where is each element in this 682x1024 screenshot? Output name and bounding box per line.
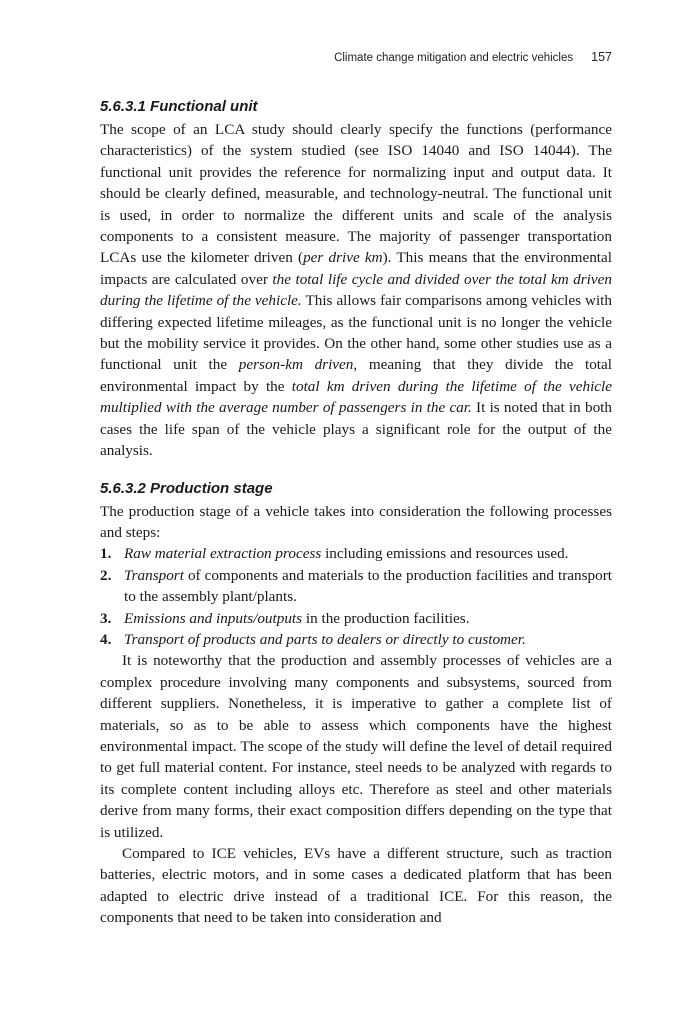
paragraph-production-complexity: It is noteworthy that the production and assembly processes of vehicles are a complex procedure involving many components and subsystems, sourced from different suppliers. Nonetheless, it is imperative to gather a complete list of materials, so as to be able to assess which components have the highest environmental impact. The scope of the study will define the level of detail required to get full material content. For instance, steel needs to be analyzed with regards to its complete content including alloys etc. Therefore as steel and other materials derive from many forms, their exact composition differs depending on the type that is utilized. [100, 652, 612, 841]
list-item: 3. Emissions and inputs/outputs in the production facilities. [100, 609, 470, 627]
page-body [100, 96, 612, 929]
list-item: 1. Raw material extraction process including emissions and resources used. [100, 545, 569, 563]
running-title: Climate change mitigation and electric vehicles [334, 52, 574, 64]
paragraph-ev-comparison: Compared to ICE vehicles, EVs have a different structure, such as traction batteries, electric motors, and in some cases a dedicated platform that has been adapted to electric drive instead of a traditional ICE. For this reason, the components that need to be taken into consideration and [100, 845, 612, 927]
list-item: 2. Transport of components and materials to the production facilities and transport to the assembly plant/plants. [100, 566, 612, 606]
list-item: 4. Transport of products and parts to dealers or directly to customer. [100, 630, 526, 648]
section-heading-production-stage: 5.6.3.2 Production stage [100, 479, 273, 497]
paragraph-functional-unit: The scope of an LCA study should clearly specify the functions (performance characteristics) of the system studied (see ISO 14040 and ISO 14044). The functional unit provides the reference for normalizing input and output data. It should be clearly defined, measurable, and technology-neutral. The functional unit is used, in order to normalize the different units and scale of the analysis components to a consistent measure. The majority of passenger transportation LCAs use the kilometer driven (per drive km). This means that the environmental impacts are calculated over the total life cycle and divided over the total km driven during the lifetime of the vehicle. This allows fair comparisons among vehicles with differing expected lifetime mileages, as the functional unit is no longer the vehicle but the mobility service it provides. On the other hand, some other studies use as a functional unit the person-km driven, meaning that they divide the total environmental impact by the total km driven during the lifetime of the vehicle multiplied with the average number of passengers in the car. It is noted that in both cases the life span of the vehicle plays a significant role for the output of the analysis. [100, 121, 612, 460]
page-number: 157 [591, 50, 612, 64]
production-steps-list [100, 543, 612, 650]
section-heading-functional-unit: 5.6.3.1 Functional unit [100, 98, 258, 115]
paragraph-production-intro: The production stage of a vehicle takes into consideration the following processes and steps: [100, 502, 612, 541]
running-header [100, 50, 612, 64]
